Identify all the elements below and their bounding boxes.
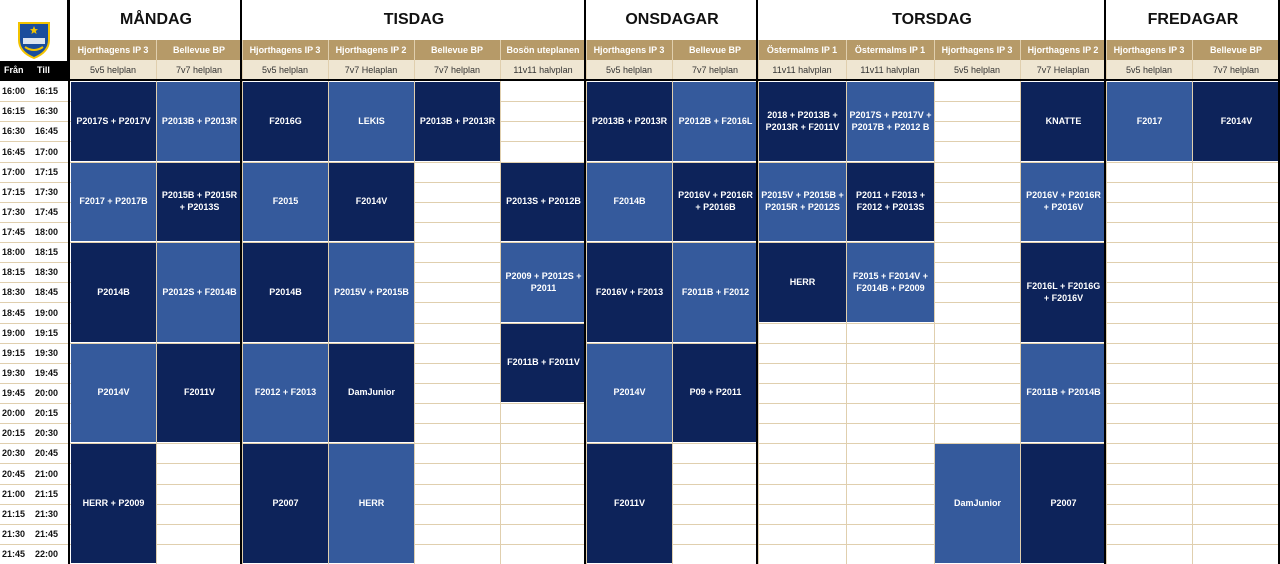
booking-block[interactable]: P2012B + F2016L	[673, 82, 758, 161]
time-to-cell: 17:00	[35, 146, 59, 157]
time-from-cell: 17:45	[2, 227, 26, 237]
booking-block[interactable]: F2011B + F2011V	[501, 324, 586, 402]
time-from-cell: 19:45	[2, 388, 26, 398]
venue-header: Hjorthagens IP 2	[328, 40, 414, 60]
venue-header: Hjorthagens IP 3	[934, 40, 1020, 60]
venue-header: Bellevue BP	[414, 40, 500, 60]
time-from-cell: 18:00	[2, 247, 26, 257]
time-to-cell: 17:30	[35, 187, 59, 197]
field-type-header: 11v11 halvplan	[500, 60, 586, 79]
booking-block[interactable]: KNATTE	[1021, 82, 1106, 161]
booking-block[interactable]: P2017S + P2017V	[71, 82, 156, 161]
day-header: TORSDAG	[758, 0, 1106, 40]
booking-block[interactable]: P2013B + P2013R	[587, 82, 672, 161]
booking-block[interactable]: P2013B + P2013R	[415, 82, 500, 161]
field-type-header: 11v11 halvplan	[758, 60, 846, 79]
booking-block[interactable]: P2014B	[243, 243, 328, 342]
time-to-cell: 18:15	[35, 247, 59, 257]
time-from-cell: 21:45	[2, 549, 26, 559]
venue-header: Bellevue BP	[1192, 40, 1280, 60]
field-type-header: 5v5 helplan	[934, 60, 1020, 79]
field-type-header: 7v7 helplan	[1192, 60, 1280, 79]
booking-block[interactable]: P2012S + F2014B	[157, 243, 242, 342]
field-type-header: 5v5 helplan	[586, 60, 672, 79]
day-header: FREDAGAR	[1106, 0, 1280, 40]
time-from-cell: 21:15	[2, 509, 26, 519]
time-to-cell: 16:30	[35, 106, 59, 116]
time-from-cell: 21:00	[2, 489, 26, 499]
booking-block[interactable]: F2015	[243, 163, 328, 241]
booking-block[interactable]: P2015B + P2015R + P2013S	[157, 163, 242, 241]
time-to-cell: 21:45	[35, 529, 59, 539]
time-to-cell: 19:00	[35, 307, 59, 318]
field-type-header: 7v7 helplan	[672, 60, 758, 79]
booking-block[interactable]: P2015V + P2015B	[329, 243, 414, 342]
booking-block[interactable]: 2018 + P2013B + P2013R + F2011V	[759, 82, 846, 161]
venue-header: Östermalms IP 1	[758, 40, 846, 60]
field-type-header: 5v5 helplan	[242, 60, 328, 79]
booking-block[interactable]: P2016V + P2016R + P2016V	[1021, 163, 1106, 241]
time-to-cell: 16:15	[35, 86, 59, 96]
venue-header: Hjorthagens IP 3	[70, 40, 156, 60]
time-to-cell: 17:15	[35, 167, 59, 177]
booking-block[interactable]: P2013B + P2013R	[157, 82, 242, 161]
venue-header: Östermalms IP 1	[846, 40, 934, 60]
time-from-cell: 17:00	[2, 167, 26, 177]
booking-block[interactable]: F2014V	[1193, 82, 1280, 161]
time-from-cell: 18:15	[2, 267, 26, 277]
time-header-to: Till	[33, 61, 69, 79]
booking-block[interactable]: F2017 + P2017B	[71, 163, 156, 241]
time-from-cell: 16:15	[2, 106, 26, 116]
field-type-header: 11v11 halvplan	[846, 60, 934, 79]
booking-block[interactable]: P2013S + P2012B	[501, 163, 586, 241]
booking-block[interactable]: P2016V + P2016R + P2016B	[673, 163, 758, 241]
time-from-cell: 20:45	[2, 468, 26, 479]
booking-block[interactable]: P2014V	[71, 344, 156, 442]
booking-block[interactable]: F2014V	[329, 163, 414, 241]
booking-block[interactable]: P09 + P2011	[673, 344, 758, 442]
booking-block[interactable]: HERR	[759, 243, 846, 322]
time-from-cell: 18:30	[2, 287, 26, 297]
time-to-cell: 21:30	[35, 509, 59, 519]
booking-block[interactable]: F2014B	[587, 163, 672, 241]
booking-block[interactable]: F2015 + F2014V + F2014B + P2009	[847, 243, 934, 322]
day-header: MÅNDAG	[70, 0, 242, 40]
time-to-cell: 19:15	[35, 328, 59, 338]
time-to-cell: 21:15	[35, 489, 59, 499]
booking-block[interactable]: HERR + P2009	[71, 444, 156, 563]
time-to-cell: 22:00	[35, 549, 59, 559]
field-type-header: 5v5 helplan	[1106, 60, 1192, 79]
time-to-cell: 16:45	[35, 126, 59, 136]
venue-header: Hjorthagens IP 2	[1020, 40, 1106, 60]
time-from-cell: 17:15	[2, 187, 26, 197]
time-from-cell: 19:00	[2, 328, 26, 338]
booking-block[interactable]: P2015V + P2015B + P2015R + P2012S	[759, 163, 846, 241]
booking-block[interactable]: F2011V	[157, 344, 242, 442]
booking-block[interactable]: F2017	[1107, 82, 1192, 161]
time-from-cell: 19:15	[2, 348, 26, 358]
day-separator	[584, 0, 586, 564]
time-to-cell: 17:45	[35, 207, 59, 217]
booking-block[interactable]: HERR	[329, 444, 414, 563]
booking-block[interactable]: F2016L + F2016G + F2016V	[1021, 243, 1106, 342]
booking-block[interactable]: P2014V	[587, 344, 672, 442]
venue-header: Hjorthagens IP 3	[242, 40, 328, 60]
booking-block[interactable]: F2011B + F2012	[673, 243, 758, 342]
booking-block[interactable]: F2011B + P2014B	[1021, 344, 1106, 442]
booking-block[interactable]: P2011 + F2013 + F2012 + P2013S	[847, 163, 934, 241]
time-from-cell: 18:45	[2, 307, 26, 318]
time-to-cell: 20:00	[35, 388, 59, 398]
time-to-cell: 20:30	[35, 428, 59, 438]
booking-block[interactable]: LEKIS	[329, 82, 414, 161]
booking-block[interactable]: P2007	[243, 444, 328, 563]
field-type-header: 7v7 Helaplan	[1020, 60, 1106, 79]
club-crest-icon	[16, 20, 52, 60]
time-to-cell: 18:45	[35, 287, 59, 297]
time-from-cell: 20:30	[2, 448, 26, 458]
day-header: TISDAG	[242, 0, 586, 40]
booking-block[interactable]: P2009 + P2012S + P2011	[501, 243, 586, 322]
day-separator	[1104, 0, 1106, 564]
booking-block[interactable]: F2016V + F2013	[587, 243, 672, 342]
field-type-header: 7v7 Helaplan	[328, 60, 414, 79]
day-separator	[756, 0, 758, 564]
header-rule	[0, 79, 1280, 81]
booking-block[interactable]: P2007	[1021, 444, 1106, 563]
booking-block[interactable]: DamJunior	[935, 444, 1020, 563]
booking-block[interactable]: F2016G	[243, 82, 328, 161]
time-from-cell: 17:30	[2, 207, 26, 217]
time-to-cell: 20:45	[35, 448, 59, 458]
time-from-cell: 16:30	[2, 126, 26, 136]
field-type-header: 7v7 helplan	[414, 60, 500, 79]
time-to-cell: 18:30	[35, 267, 59, 277]
time-from-cell: 16:00	[2, 86, 26, 96]
booking-block[interactable]: F2012 + F2013	[243, 344, 328, 442]
time-to-cell: 20:15	[35, 408, 59, 418]
booking-block[interactable]: F2011V	[587, 444, 672, 563]
time-from-cell: 20:15	[2, 428, 26, 438]
time-from-cell: 16:45	[2, 146, 26, 157]
booking-block[interactable]: P2017S + P2017V + P2017B + P2012 B	[847, 82, 934, 161]
venue-header: Bosön uteplanen	[500, 40, 586, 60]
venue-header: Hjorthagens IP 3	[1106, 40, 1192, 60]
venue-header: Bellevue BP	[156, 40, 242, 60]
time-to-cell: 19:45	[35, 368, 59, 378]
time-from-cell: 20:00	[2, 408, 26, 418]
booking-block[interactable]: DamJunior	[329, 344, 414, 442]
time-header-from: Från	[0, 61, 33, 79]
venue-header: Hjorthagens IP 3	[586, 40, 672, 60]
time-to-cell: 18:00	[35, 227, 59, 237]
day-separator	[240, 0, 242, 564]
time-from-cell: 19:30	[2, 368, 26, 378]
day-header: ONSDAGAR	[586, 0, 758, 40]
field-type-header: 5v5 helplan	[70, 60, 156, 79]
time-from-cell: 21:30	[2, 529, 26, 539]
field-type-header: 7v7 helplan	[156, 60, 242, 79]
time-column-separator	[68, 0, 70, 564]
booking-block[interactable]: P2014B	[71, 243, 156, 342]
venue-header: Bellevue BP	[672, 40, 758, 60]
time-to-cell: 21:00	[35, 468, 59, 479]
time-to-cell: 19:30	[35, 348, 59, 358]
